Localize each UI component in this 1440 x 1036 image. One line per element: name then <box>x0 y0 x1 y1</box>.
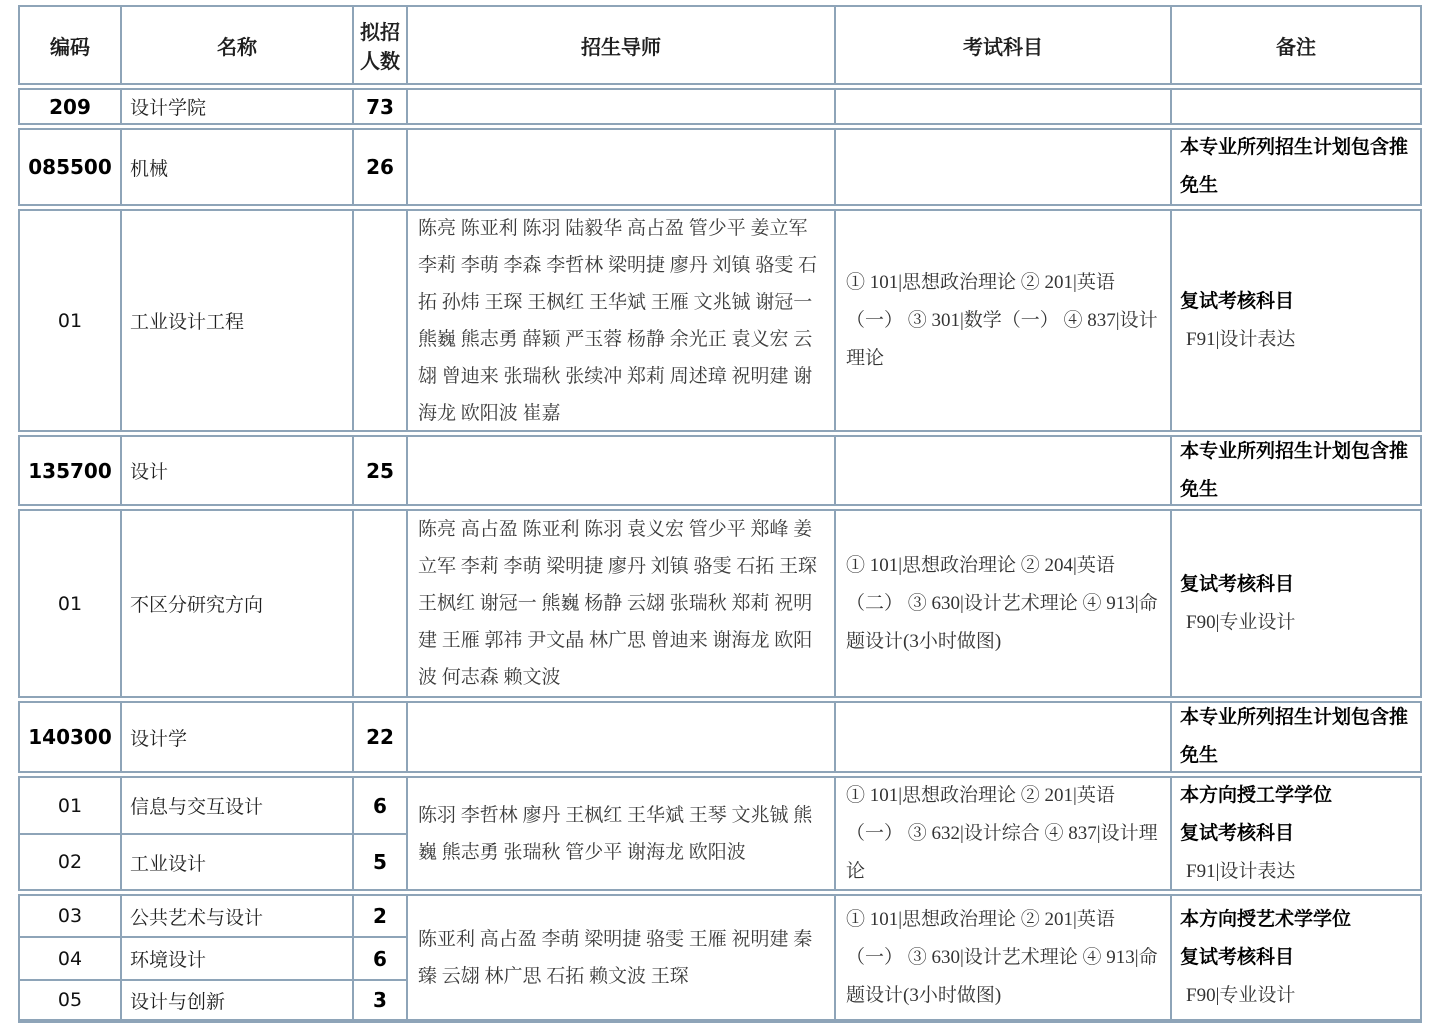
cell-name <box>120 90 352 123</box>
header-cell-quota: 拟招人数 <box>352 7 406 83</box>
cell-name <box>120 211 352 430</box>
cell-remark <box>1170 896 1420 1019</box>
name-text: 环境设计 <box>130 950 207 971</box>
cell-remark <box>1170 437 1420 504</box>
exam-text: ① 101|思想政治理论 ② 201|英语（一） ③ 632|设计综合 ④ 837|设计理论 <box>846 784 1158 882</box>
section-209 <box>18 88 1422 125</box>
section-085500-01 <box>18 209 1422 432</box>
cell-name <box>120 896 352 936</box>
exam-text: ① 101|思想政治理论 ② 204|英语（二） ③ 630|设计艺术理论 ④ 913|命题设计(3小时做图) <box>846 554 1158 652</box>
cell-name <box>120 833 352 889</box>
cell-quota: 26 <box>352 130 406 204</box>
supervisors-text: 陈亚利 高占盈 李萌 梁明捷 骆雯 王雁 祝明建 秦臻 云翃 林广思 石拓 赖文波 王琛 <box>418 928 813 987</box>
cell-name <box>120 130 352 204</box>
name-text: 工业设计 <box>130 853 207 875</box>
name-text: 工业设计工程 <box>130 312 245 333</box>
supervisors-text: 陈亮 陈亚利 陈羽 陆毅华 高占盈 管少平 姜立军 李莉 李萌 李森 李哲林 梁明捷 廖丹 刘镇 骆雯 石拓 孙炜 王琛 王枫红 王华斌 王雁 文兆铖 谢冠一 熊巍 熊志勇 薛颖 严玉蓉 杨静 余光正 袁义宏 云翃 曾迪来 张瑞秋 张续冲 郑莉 周述璋 祝明建 谢海龙 欧阳波 崔嘉 <box>418 217 818 424</box>
exam-text: ① 101|思想政治理论 ② 201|英语（一） ③ 630|设计艺术理论 ④ 913|命题设计(3小时做图) <box>846 908 1158 1006</box>
cell-supervisors <box>406 778 834 889</box>
cell-remark <box>1170 211 1420 430</box>
cell-quota-empty <box>352 211 406 430</box>
cell-exam <box>834 211 1170 430</box>
cell-exam-empty <box>834 90 1170 123</box>
cell-supervisors-empty <box>406 703 834 771</box>
cell-exam-empty <box>834 437 1170 504</box>
cell-supervisors <box>406 211 834 430</box>
header-cell-code: 编码 <box>50 36 90 59</box>
cell-remark <box>1170 130 1420 204</box>
cell-quota-empty <box>352 511 406 696</box>
name-text: 设计学院 <box>130 98 207 119</box>
header-row <box>18 5 1422 85</box>
header-cell-supervisors: 招生导师 <box>406 7 834 83</box>
cell-remark <box>1170 511 1420 696</box>
cell-remark <box>1170 778 1420 889</box>
cell-remark <box>1170 703 1420 771</box>
name-text: 设计与创新 <box>130 991 226 1013</box>
name-text: 设计学 <box>130 728 188 750</box>
remark-line: 复试考核科目 <box>1180 946 1295 968</box>
cell-supervisors <box>406 511 834 696</box>
section-140300-03-04-05 <box>18 894 1422 1023</box>
cell-code: 209 <box>49 94 91 119</box>
cell-exam-empty <box>834 703 1170 771</box>
exam-text: ① 101|思想政治理论 ② 201|英语（一） ③ 301|数学（一） ④ 837|设计理论 <box>846 271 1158 369</box>
cell-quota: 3 <box>352 979 406 1019</box>
cell-name <box>120 936 352 979</box>
name-text: 设计 <box>130 462 169 483</box>
cell-name <box>120 703 352 771</box>
cell-code: 05 <box>20 979 120 1019</box>
supervisors-text: 陈亮 高占盈 陈亚利 陈羽 袁义宏 管少平 郑峰 姜立军 李莉 李萌 梁明捷 廖丹 刘镇 骆雯 石拓 王琛 王枫红 谢冠一 熊巍 杨静 云翃 张瑞秋 郑莉 祝明建 王雁 郭祎 尹文晶 林广思 曾迪来 谢海龙 欧阳波 何志森 赖文波 <box>418 519 818 688</box>
cell-quota: 25 <box>352 437 406 504</box>
section-140300 <box>18 701 1422 773</box>
cell-quota: 5 <box>352 833 406 889</box>
cell-code: 04 <box>20 936 120 979</box>
cell-name <box>120 511 352 696</box>
section-140300-01-02 <box>18 776 1422 891</box>
cell-quota: 6 <box>352 936 406 979</box>
remark-line: 复试考核科目 <box>1180 822 1295 844</box>
cell-code: 01 <box>57 794 83 817</box>
remark-line: F90|专业设计 <box>1186 611 1296 633</box>
remark-line: 本专业所列招生计划包含推免生 <box>1180 707 1409 766</box>
cell-supervisors <box>406 896 834 1019</box>
remark-line: F90|专业设计 <box>1186 984 1296 1006</box>
header-cell-exam: 考试科目 <box>834 7 1170 83</box>
cell-supervisors-empty <box>406 130 834 204</box>
supervisors-text: 陈羽 李哲林 廖丹 王枫红 王华斌 王琴 文兆铖 熊巍 熊志勇 张瑞秋 管少平 谢海龙 欧阳波 <box>418 804 813 863</box>
cell-name <box>120 437 352 504</box>
name-text: 公共艺术与设计 <box>130 907 264 929</box>
cell-exam <box>834 896 1170 1019</box>
section-135700-01 <box>18 509 1422 698</box>
cell-exam-empty <box>834 130 1170 204</box>
cell-quota: 73 <box>352 90 406 123</box>
remark-line: 复试考核科目 <box>1180 573 1295 595</box>
cell-name <box>120 979 352 1019</box>
section-085500 <box>18 128 1422 206</box>
name-text: 信息与交互设计 <box>130 797 264 818</box>
cell-exam <box>834 778 1170 889</box>
remark-line: 本方向授艺术学学位 <box>1180 908 1352 930</box>
header-cell-name: 名称 <box>120 7 352 83</box>
cell-code: 140300 <box>28 725 112 749</box>
section-135700 <box>18 435 1422 506</box>
cell-quota: 6 <box>352 778 406 833</box>
cell-quota: 2 <box>352 896 406 936</box>
name-text: 机械 <box>130 158 169 180</box>
remark-line: 本专业所列招生计划包含推免生 <box>1180 440 1409 500</box>
cell-code: 01 <box>57 592 83 615</box>
remark-line: F91|设计表达 <box>1186 328 1296 350</box>
cell-quota: 22 <box>352 703 406 771</box>
remark-line: 复试考核科目 <box>1180 290 1295 312</box>
cell-code: 02 <box>20 833 120 889</box>
remark-line: 本方向授工学学位 <box>1180 784 1333 806</box>
cell-supervisors-empty <box>406 90 834 123</box>
cell-remark-empty <box>1170 90 1420 123</box>
name-text: 不区分研究方向 <box>130 595 264 616</box>
cell-code: 03 <box>57 905 83 927</box>
cell-code: 01 <box>57 309 83 332</box>
remark-line: 本专业所列招生计划包含推免生 <box>1180 137 1409 196</box>
cell-code: 085500 <box>28 155 112 179</box>
remark-line: F91|设计表达 <box>1186 860 1296 882</box>
header-cell-remark: 备注 <box>1170 7 1420 83</box>
cell-name <box>120 778 352 833</box>
cell-code: 135700 <box>28 458 112 483</box>
cell-exam <box>834 511 1170 696</box>
cell-supervisors-empty <box>406 437 834 504</box>
